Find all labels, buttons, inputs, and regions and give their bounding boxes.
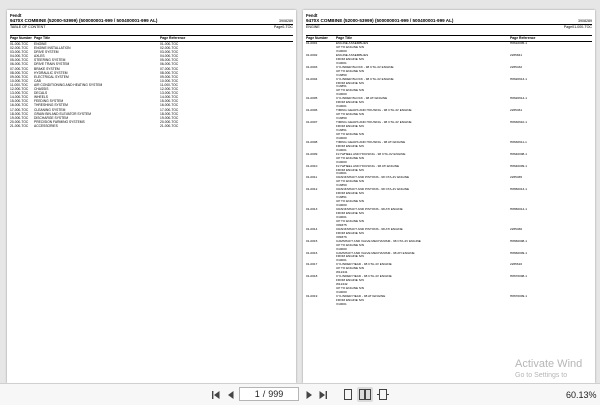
entry-title xyxy=(336,42,592,54)
zoom-level[interactable]: 60.13% xyxy=(566,389,597,400)
toc-page-title: DECALS xyxy=(34,91,48,96)
toc-page-number: 06-000-TOC xyxy=(10,62,29,67)
entry-page-number: 01-0007 xyxy=(306,120,318,125)
toc-page-number: 19-000-TOC xyxy=(10,115,29,120)
activation-watermark xyxy=(515,358,582,380)
entry-page-number: 01-0005 xyxy=(306,96,318,101)
toc-page-reference: 15-000-TOC xyxy=(160,99,179,104)
two-page-view-icon xyxy=(359,389,371,400)
entry-page-number: 01-0002 xyxy=(306,52,318,57)
entry-title-line: UP TO ENGINE S/N xyxy=(336,218,365,223)
page-header xyxy=(10,13,293,30)
entry-title-line: CRANKSHAFT AND PISTONS - 98 ATI ENGINE xyxy=(336,207,403,212)
toc-page-number: 10-000-TOC xyxy=(10,78,29,83)
toc-page-reference: 06-000-TOC xyxy=(160,62,179,67)
toc-page-title: AXLES xyxy=(34,54,45,59)
entry-page-number: 01-0018 xyxy=(306,274,318,279)
entry-title-line: CYLINDER HEAD - 98 CTA-4V ENGINE xyxy=(336,262,392,267)
viewer-toolbar xyxy=(0,383,600,405)
entry-title xyxy=(336,208,592,228)
entry-title xyxy=(336,153,592,165)
entry-title-line: V13851 xyxy=(336,195,347,200)
toc-page-title: DISCHARGE SYSTEM xyxy=(34,115,69,120)
document-code: 3908289 xyxy=(578,19,592,23)
entry-title-line: FLYWHEEL AND HOUSING - 98 CTA-4V ENGINE xyxy=(336,151,406,156)
entry-page-number: 01-0003 xyxy=(306,64,318,69)
entry-title-line: CYLINDER HEAD - 98 ATI ENGINE xyxy=(336,294,386,298)
page-subtitle: TABLE OF CONTENT xyxy=(10,25,46,29)
entry-title-line: FROM ENGINE S/N xyxy=(336,278,364,283)
entry-title-line: X10000 xyxy=(336,159,347,164)
toc-page-title: FEEDING SYSTEM xyxy=(34,99,64,104)
parts-page-entry[interactable] xyxy=(306,188,592,208)
column-header-page-number: Page Number xyxy=(306,36,328,40)
entry-page-number: 01-0012 xyxy=(306,187,318,192)
entry-page-reference: H8630611-1 xyxy=(510,139,527,144)
entry-title-line: X10000 xyxy=(336,92,347,97)
toc-page-title: DRIVE SYSTEM xyxy=(34,50,59,55)
toc-page-reference: 05-000-TOC xyxy=(160,58,179,63)
column-header-page-reference: Page Reference xyxy=(160,36,186,40)
entry-page-reference: 2265616 xyxy=(510,262,523,267)
parts-page-entry[interactable] xyxy=(306,66,592,78)
entry-title xyxy=(336,141,592,153)
next-page-button[interactable] xyxy=(302,387,315,402)
toc-page-number: 01-000-TOC xyxy=(10,42,29,46)
entry-title-line: TIMING GEARS AND HOUSING - 98 ATI ENGINE xyxy=(336,139,406,144)
entry-page-number: 01-0016 xyxy=(306,250,318,255)
toc-page-title: PRECISION FARMING SYSTEMS xyxy=(34,119,85,124)
toc-page-reference: 10-000-TOC xyxy=(160,78,179,83)
column-header-page-title: Page Title xyxy=(34,36,50,40)
toc-page-title: BRAKE SYSTEM xyxy=(34,66,60,71)
toc-page-number: 16-000-TOC xyxy=(10,103,29,108)
entry-title-line: CYLINDER BLOCK - 98 CTA-4V ENGINE xyxy=(336,64,394,69)
single-page-view-button[interactable] xyxy=(340,387,355,402)
current-page-number: 1 xyxy=(254,389,260,399)
entry-page-reference: 2265466 xyxy=(510,226,523,231)
document-title: 9470X COMBINE (52000-53999) (500000001-999 / 500400001-999 AL) xyxy=(306,18,454,23)
pdf-page-left xyxy=(7,10,296,383)
toc-page-title: ACCESSORIES xyxy=(34,123,58,128)
entry-title xyxy=(336,240,592,252)
entry-title-line: UP TO ENGINE S/N xyxy=(336,44,365,49)
entry-title-line: ENGINE ASSEMBLIES xyxy=(336,41,369,45)
entry-page-reference: H8670009-1 xyxy=(510,294,528,298)
entry-title-line: ENGINE ASSEMBLIES xyxy=(336,52,369,57)
entry-page-number: 01-0014 xyxy=(306,226,318,231)
toc-page-reference: 16-000-TOC xyxy=(160,103,179,108)
entry-title-line: V13851 xyxy=(336,84,347,89)
toc-page-number: 14-000-TOC xyxy=(10,95,29,100)
entry-title-line: X89375 xyxy=(336,222,347,227)
entry-title xyxy=(336,78,592,98)
entry-title-line: CAMSHAFT AND VALVE MECHANISM - 98 ATI ENGINE xyxy=(336,250,415,255)
entry-title-line: UP TO ENGINE S/N xyxy=(336,266,365,271)
toc-page-reference: 17-000-TOC xyxy=(160,107,179,112)
entry-page-reference: H8660009-1 xyxy=(510,250,528,255)
entry-title-line: UP TO ENGINE S/N xyxy=(336,286,365,291)
two-page-view-button[interactable] xyxy=(357,387,373,402)
toc-page-number: 05-000-TOC xyxy=(10,58,29,63)
fit-width-icon xyxy=(377,389,389,400)
table-of-contents xyxy=(10,42,293,128)
entry-page-reference: 2265465 xyxy=(510,175,523,180)
entry-title-line: FLYWHEEL AND HOUSING - 98 ATI ENGINE xyxy=(336,163,400,168)
entry-page-number: 01-0010 xyxy=(306,163,318,168)
toc-page-reference: 12-000-TOC xyxy=(160,87,179,92)
toc-page-number: 17-000-TOC xyxy=(10,107,29,112)
toc-page-reference: 09-000-TOC xyxy=(160,74,179,79)
entry-title-line: FROM ENGINE S/N xyxy=(336,191,364,196)
entry-title-line: X10000 xyxy=(336,246,347,251)
entry-page-reference: H8620614-1 xyxy=(510,96,528,101)
toc-page-number: 09-000-TOC xyxy=(10,74,29,79)
entry-title-line: X10000 xyxy=(336,48,347,53)
toc-page-title: GRAIN BIN AND ELEVATOR SYSTEM xyxy=(34,111,91,116)
entry-title-line: UP TO ENGINE S/N xyxy=(336,131,365,136)
entry-title-line: CYLINDER BLOCK - 98 ATI ENGINE xyxy=(336,96,388,101)
entry-title-line: V13850 xyxy=(336,183,347,188)
parts-page-entry[interactable] xyxy=(306,240,592,252)
entry-page-number: 01-0017 xyxy=(306,262,318,267)
entry-title-line: FROM ENGINE S/N xyxy=(336,297,364,302)
toc-page-reference: 19-000-TOC xyxy=(160,115,179,120)
toc-page-number: 04-000-TOC xyxy=(10,54,29,59)
toc-page-reference: 18-000-TOC xyxy=(160,111,179,116)
entry-page-reference: H8640008-1 xyxy=(510,151,528,156)
toc-page-reference: 11-000-TOC xyxy=(160,82,179,87)
entry-title-line: UP TO ENGINE S/N xyxy=(336,242,365,247)
parts-page-entry[interactable] xyxy=(306,54,592,66)
entry-page-reference: H8610005-1 xyxy=(510,41,528,45)
first-page-button[interactable] xyxy=(209,387,223,402)
entry-page-reference: 2265432 xyxy=(510,64,523,69)
toc-page-title: DRIVE TRAIN SYSTEM xyxy=(34,62,70,67)
toc-page-title: STEERING SYSTEM xyxy=(34,58,66,63)
parts-page-list xyxy=(306,42,592,307)
entry-title xyxy=(336,66,592,78)
toc-page-title: AIR CONDITIONING AND HEATING SYSTEM xyxy=(34,82,103,87)
entry-title-line: FROM ENGINE S/N xyxy=(336,210,364,215)
entry-page-reference: H8630610-1 xyxy=(510,120,528,125)
entry-title xyxy=(336,54,592,66)
brand-name: Fendt xyxy=(10,13,22,18)
parts-page-entry[interactable] xyxy=(306,228,592,240)
toc-page-title: THRESHING SYSTEM xyxy=(34,103,68,108)
entry-title-line: FROM ENGINE S/N xyxy=(336,56,364,61)
page-subtitle: ENGINE xyxy=(306,25,320,29)
next-page-icon xyxy=(304,390,314,400)
toc-page-number: 08-000-TOC xyxy=(10,70,29,75)
entry-title-line: W12441 xyxy=(336,270,348,275)
entry-title xyxy=(336,295,592,307)
entry-page-number: 01-0011 xyxy=(306,175,318,180)
toc-page-title: CHASSIS xyxy=(34,87,49,92)
parts-page-entry[interactable] xyxy=(306,121,592,141)
entry-title-line: CRANKSHAFT AND PISTONS - 98 CTA-4V ENGINE xyxy=(336,175,410,180)
document-code: 3908289 xyxy=(279,19,293,23)
total-pages: 999 xyxy=(268,389,284,399)
entry-page-reference: H8620613-1 xyxy=(510,76,528,81)
entry-page-number: 01-0001 xyxy=(306,41,318,45)
toc-page-reference: 01-000-TOC xyxy=(160,42,179,46)
entry-title-line: X10001 xyxy=(336,104,347,109)
entry-title-line: FROM ENGINE S/N xyxy=(336,80,364,85)
entry-title-line: CYLINDER BLOCK - 98 CTA-4V ENGINE xyxy=(336,76,394,81)
entry-title-line: V13850 xyxy=(336,116,347,121)
entry-page-reference: H8650014-1 xyxy=(510,207,528,212)
toc-row[interactable] xyxy=(10,124,293,128)
entry-title-line: TIMING GEARS AND HOUSING - 98 CTA-4V ENGINE xyxy=(336,108,412,113)
entry-title-line: W12442 xyxy=(336,282,348,287)
entry-title-line: CAMSHAFT AND VALVE MECHANISM - 98 CTA-4V ENGINE xyxy=(336,238,421,243)
page-number-input[interactable] xyxy=(239,387,299,401)
entry-title-line: X10001 xyxy=(336,60,347,65)
toc-page-title: ENGINE xyxy=(34,42,47,46)
brand-name: Fendt xyxy=(306,13,318,18)
parts-page-entry[interactable] xyxy=(306,141,592,153)
toc-page-title: HYDRAULIC SYSTEM xyxy=(34,70,68,75)
entry-title-line: X10001 xyxy=(336,258,347,263)
entry-title xyxy=(336,188,592,208)
entry-title-line: X10001 xyxy=(336,214,347,219)
column-header-page-reference: Page Reference xyxy=(510,36,536,40)
entry-page-reference: H8640009-1 xyxy=(510,163,528,168)
entry-page-number: 01-0013 xyxy=(306,207,318,212)
toc-page-title: CLEANING SYSTEM xyxy=(34,107,66,112)
entry-title-line: UP TO ENGINE S/N xyxy=(336,88,365,93)
toc-page-number: 02-000-TOC xyxy=(10,46,29,51)
entry-title-line: UP TO ENGINE S/N xyxy=(336,199,365,204)
parts-page-entry[interactable] xyxy=(306,295,592,307)
entry-title-line: X89376 xyxy=(336,234,347,239)
entry-title-line: X10001 xyxy=(336,171,347,176)
entry-title-line: V13851 xyxy=(336,127,347,132)
entry-title-line: FROM ENGINE S/N xyxy=(336,254,364,259)
entry-title-line: FROM ENGINE S/N xyxy=(336,124,364,129)
toc-page-reference: 20-000-TOC xyxy=(160,119,179,124)
entry-page-reference: H8650013-1 xyxy=(510,187,528,192)
entry-page-reference: 2265841 xyxy=(510,52,523,57)
entry-title-line: FROM ENGINE S/N xyxy=(336,167,364,172)
toc-page-title: CAB xyxy=(34,78,41,83)
parts-page-entry[interactable] xyxy=(306,153,592,165)
fit-width-button[interactable] xyxy=(375,387,390,402)
parts-page-entry[interactable] xyxy=(306,275,592,295)
entry-title-line: X10001 xyxy=(336,301,347,306)
toc-page-number: 07-000-TOC xyxy=(10,66,29,71)
entry-title-line: UP TO ENGINE S/N xyxy=(336,179,365,184)
page-header xyxy=(306,13,592,30)
document-title: 9470X COMBINE (52000-53999) (500000001-999 / 500400001-999 AL) xyxy=(10,18,158,23)
entry-title-line: UP TO ENGINE S/N xyxy=(336,68,365,73)
entry-title-line: X10000 xyxy=(336,135,347,140)
entry-title xyxy=(336,275,592,295)
pdf-page-right xyxy=(303,10,595,383)
toc-page-title: WHEELS xyxy=(34,95,48,100)
toc-page-number: 12-000-TOC xyxy=(10,87,29,92)
column-header-page-number: Page Number xyxy=(10,36,32,40)
toc-page-number: 03-000-TOC xyxy=(10,50,29,55)
entry-page-reference: H8660008-1 xyxy=(510,238,528,243)
entry-page-reference: 2265461 xyxy=(510,108,523,113)
entry-title-line: CRANKSHAFT AND PISTONS - 98 CTA-4V ENGINE xyxy=(336,187,410,192)
toc-page-number: 11-000-TOC xyxy=(10,82,29,87)
entry-title-line: UP TO ENGINE S/N xyxy=(336,155,365,160)
entry-page-number: 01-0015 xyxy=(306,238,318,243)
entry-title-line: UP TO ENGINE S/N xyxy=(336,112,365,117)
page-reference: Page01-000-TOC xyxy=(563,25,592,29)
toc-page-title: ELECTRICAL SYSTEM xyxy=(34,74,69,79)
toc-page-reference: 02-000-TOC xyxy=(160,46,179,51)
toc-page-reference: 21-000-TOC xyxy=(160,123,179,128)
entry-title xyxy=(336,228,592,240)
page-reference: Page0-TOC xyxy=(273,25,293,29)
toc-page-reference: 03-000-TOC xyxy=(160,50,179,55)
entry-page-number: 01-0004 xyxy=(306,76,318,81)
entry-title-line: CYLINDER HEAD - 98 CTA-4V ENGINE xyxy=(336,274,392,279)
column-header-page-title: Page Title xyxy=(336,36,352,40)
entry-title-line: X10001 xyxy=(336,147,347,152)
single-page-view-icon xyxy=(343,389,353,400)
last-page-icon xyxy=(318,390,328,400)
toc-page-number: 15-000-TOC xyxy=(10,99,29,104)
table-column-headers xyxy=(10,35,293,42)
entry-title-line: V13850 xyxy=(336,72,347,77)
entry-title-line: X10000 xyxy=(336,290,347,295)
toc-page-title: ENGINE INSTALLATION xyxy=(34,46,71,51)
entry-page-number: 01-0008 xyxy=(306,139,318,144)
parts-page-entry[interactable] xyxy=(306,78,592,98)
entry-page-number: 01-0019 xyxy=(306,294,318,298)
toc-page-number: 13-000-TOC xyxy=(10,91,29,96)
toc-page-number: 20-000-TOC xyxy=(10,119,29,124)
toc-page-reference: 14-000-TOC xyxy=(160,95,179,100)
watermark-line-2: Go to Settings to xyxy=(515,372,568,379)
entry-title-line: X10000 xyxy=(336,203,347,208)
previous-page-icon xyxy=(226,390,236,400)
toc-page-reference: 07-000-TOC xyxy=(160,66,179,71)
entry-title-line: CRANKSHAFT AND PISTONS - 98 ATI ENGINE xyxy=(336,226,403,231)
watermark-line-1: Activate Wind xyxy=(515,358,583,370)
entry-page-number: 01-0006 xyxy=(306,108,318,113)
entry-title xyxy=(336,121,592,141)
entry-title-line: TIMING GEARS AND HOUSING - 98 CTA-4V ENGINE xyxy=(336,120,412,125)
entry-page-reference: H8670008-1 xyxy=(510,274,528,279)
toc-page-number: 18-000-TOC xyxy=(10,111,29,116)
entry-title-line: FROM ENGINE S/N xyxy=(336,143,364,148)
page-separator: / xyxy=(262,389,266,399)
toc-page-reference: 08-000-TOC xyxy=(160,70,179,75)
parts-page-entry[interactable] xyxy=(306,208,592,228)
toc-page-reference: 04-000-TOC xyxy=(160,54,179,59)
entry-title-line: FROM ENGINE S/N xyxy=(336,100,364,105)
entry-page-number: 01-0009 xyxy=(306,151,318,156)
toc-page-number: 21-000-TOC xyxy=(10,123,29,128)
first-page-icon xyxy=(211,390,221,400)
last-page-button[interactable] xyxy=(316,387,330,402)
previous-page-button[interactable] xyxy=(224,387,237,402)
entry-title-line: FROM ENGINE S/N xyxy=(336,230,364,235)
toc-page-reference: 13-000-TOC xyxy=(160,91,179,96)
